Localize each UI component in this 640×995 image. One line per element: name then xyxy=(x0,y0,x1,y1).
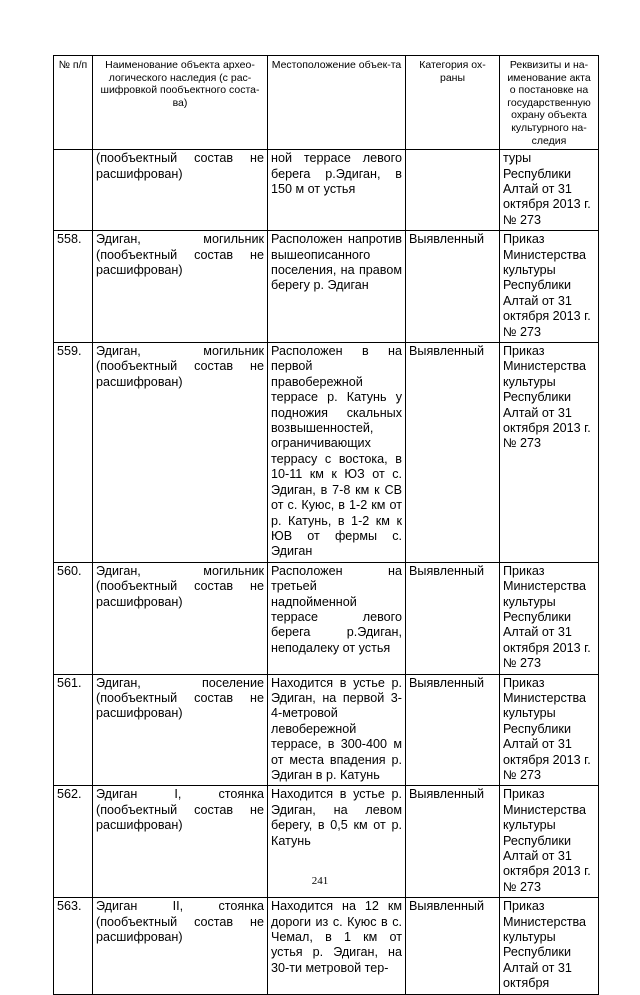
object-name: Эдиган, могильник (пообъектный состав не расшифрован) xyxy=(93,562,268,674)
header-act-details: Реквизиты и на-именование акта о постановке на государственную охрану объекта культурного на-следия xyxy=(500,56,599,150)
table-row xyxy=(54,231,599,343)
protection-category: Выявленный xyxy=(406,674,500,786)
object-location: ной террасе левого берега р.Эдиган, в 150 м от устья xyxy=(268,150,406,231)
header-number: № п/п xyxy=(54,56,93,150)
table-row xyxy=(54,343,599,563)
row-number: 563. xyxy=(54,898,93,994)
object-name: Эдиган, могильник (пообъектный состав не расшифрован) xyxy=(93,343,268,563)
protection-category: Выявленный xyxy=(406,343,500,563)
table-row xyxy=(54,562,599,674)
protection-category xyxy=(406,150,500,231)
act-details: Приказ Министерства культуры Республики Алтай от 31 октября 2013 г. № 273 xyxy=(500,343,599,563)
table-header-row xyxy=(54,56,599,150)
object-name: Эдиган II, стоянка (пообъектный состав не расшифрован) xyxy=(93,898,268,994)
protection-category: Выявленный xyxy=(406,562,500,674)
act-details: Приказ Министерства культуры Республики Алтай от 31 октября 2013 г. № 273 xyxy=(500,786,599,898)
act-details: туры Республики Алтай от 31 октября 2013 г. № 273 xyxy=(500,150,599,231)
header-object-name: Наименование объекта архео-логического наследия (с рас-шифровкой пообъектного соста-ва) xyxy=(93,56,268,150)
act-details: Приказ Министерства культуры Республики Алтай от 31 октября 2013 г. № 273 xyxy=(500,231,599,343)
object-location: Находится на 12 км дороги из с. Куюс в с. Чемал, в 1 км от устья р. Эдиган, на 30-ти метровой тер- xyxy=(268,898,406,994)
object-location: Расположен в на первой правобережной террасе р. Катунь у подножия скальных возвышенностей, ограничивающих террасу с востока, в 10-11 км к ЮЗ от с. Эдиган, в 7-8 км к СВ от с. Куюс, в 1-2 км от р. Катунь, в 1-2 км к ЮВ от фермы с. Эдиган xyxy=(268,343,406,563)
header-protection-category: Категория ох-раны xyxy=(406,56,500,150)
row-number: 562. xyxy=(54,786,93,898)
row-number: 559. xyxy=(54,343,93,563)
row-number: 558. xyxy=(54,231,93,343)
object-location: Находится в устье р. Эдиган, на первой 3-4-метровой левобережной террасе, в 300-400 м от места впадения р. Эдиган в р. Катунь xyxy=(268,674,406,786)
row-number: 561. xyxy=(54,674,93,786)
object-location: Расположен на третьей надпойменной террасе левого берега р.Эдиган, неподалеку от устья xyxy=(268,562,406,674)
header-location: Местоположение объек-та xyxy=(268,56,406,150)
heritage-registry-table xyxy=(53,55,599,995)
object-location: Находится в устье р. Эдиган, на левом берегу, в 0,5 км от р. Катунь xyxy=(268,786,406,898)
table-row xyxy=(54,898,599,994)
table-row xyxy=(54,674,599,786)
object-name: Эдиган, могильник (пообъектный состав не расшифрован) xyxy=(93,231,268,343)
protection-category: Выявленный xyxy=(406,231,500,343)
page-number: 241 xyxy=(311,875,329,887)
row-number xyxy=(54,150,93,231)
object-location: Расположен напротив вышеописанного поселения, на правом берегу р. Эдиган xyxy=(268,231,406,343)
act-details: Приказ Министерства культуры Республики Алтай от 31 октября 2013 г. № 273 xyxy=(500,562,599,674)
row-number: 560. xyxy=(54,562,93,674)
object-name: Эдиган I, стоянка (пообъектный состав не расшифрован) xyxy=(93,786,268,898)
table-row xyxy=(54,150,599,231)
protection-category: Выявленный xyxy=(406,898,500,994)
object-name: (пообъектный состав не расшифрован) xyxy=(93,150,268,231)
act-details: Приказ Министерства культуры Республики Алтай от 31 октября xyxy=(500,898,599,994)
protection-category: Выявленный xyxy=(406,786,500,898)
act-details: Приказ Министерства культуры Республики Алтай от 31 октября 2013 г. № 273 xyxy=(500,674,599,786)
object-name: Эдиган, поселение (пообъектный состав не расшифрован) xyxy=(93,674,268,786)
